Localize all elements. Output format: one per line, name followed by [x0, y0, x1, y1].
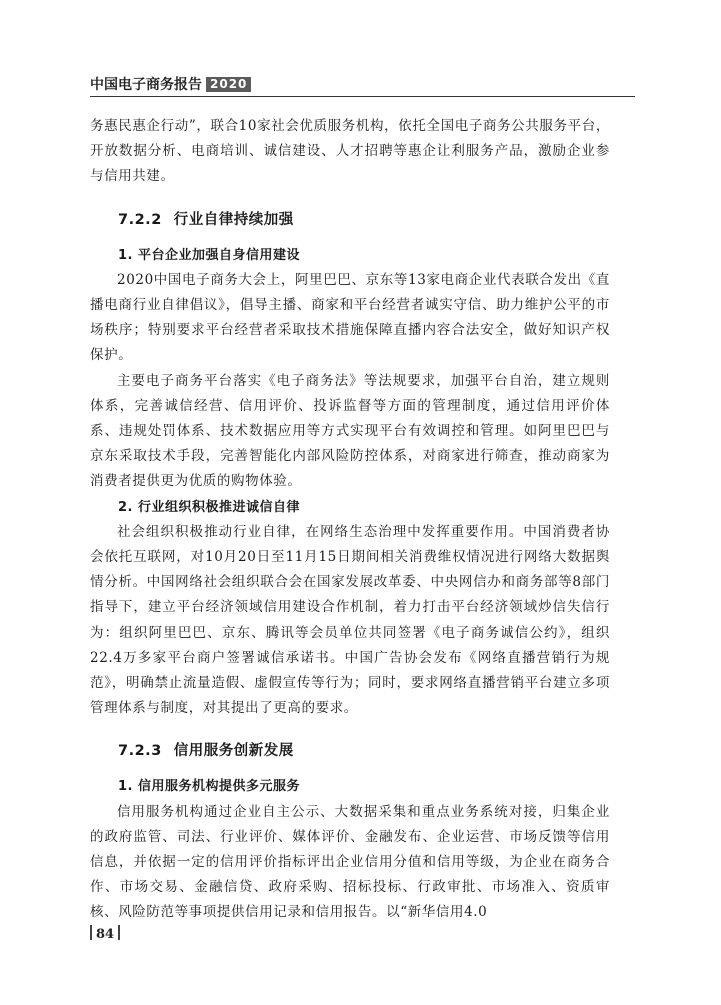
section-heading-7-2-2 — [90, 208, 610, 233]
section-number: 7.2.3 — [118, 743, 162, 760]
paragraph: 信用服务机构通过企业自主公示、大数据采集和重点业务系统对接，归集企业的政府监管、司法、行业评价、媒体评价、金融发布、企业运营、市场反馈等信用信息，并依据一定的信用评价指标评出企业信用分值和信用等级，为企业在商务合作、市场交易、金融信贷、政府采购、招标投标、行政审批、市场准入、资质审核、风险防范等事项提供信用记录和信用报告。以“新华信用4.0 — [90, 803, 610, 921]
paragraph: 社会组织积极推动行业自律，在网络生态治理中发挥重要作用。中国消费者协会依托互联网，对10月20日至11月15日期间相关消费维权情况进行网络大数据舆情分析。中国网络社会组织联合会在国家发展改革委、中央网信办和商务部等8部门指导下，建立平台经济领域信用建设合作机制，着力打击平台经济领域炒信失信行为：组织阿里巴巴、京东、腾讯等会员单位共同签署《电子商务诚信公约》，组织22.4万多家平台商户签署诚信承诺书。中国广告协会发布《网络直播营销行为规范》，明确禁止流量造假、虚假宣传等行为；同时，要求网络直播营销平台建立多项管理体系与制度，对其提出了更高的要求。 — [90, 523, 610, 717]
page-body — [90, 114, 610, 926]
report-year-badge: 2020 — [206, 77, 251, 92]
header-divider — [90, 96, 635, 97]
paragraph: 主要电子商务平台落实《电子商务法》等法规要求，加强平台自治，建立规则体系，完善诚信经营、信用评价、投诉监督等方面的管理制度，通过信用评价体系、违规处罚体系、技术数据应用等方式实现平台有效调控和管理。如阿里巴巴与京东采取技术手段，完善智能化内部风险防控体系，对商家进行筛查，推动商家为消费者提供更为优质的购物体验。 — [90, 372, 610, 490]
footer-bar-right — [118, 925, 120, 940]
subsection-heading: 2. 行业组织积极推进诚信自律 — [118, 499, 301, 515]
footer-bar-left — [90, 925, 92, 940]
subsection-heading: 1. 平台企业加强自身信用建设 — [118, 247, 301, 263]
section-heading-7-2-3 — [90, 739, 610, 764]
report-title — [90, 74, 251, 94]
section-title: 信用服务创新发展 — [173, 743, 294, 760]
section-title: 行业自律持续加强 — [173, 211, 294, 228]
section-number: 7.2.2 — [118, 211, 162, 228]
page-number: 84 — [96, 927, 115, 942]
running-header — [90, 74, 635, 96]
page-footer — [86, 925, 124, 942]
paragraph: 2020中国电子商务大会上，阿里巴巴、京东等13家电商企业代表联合发出《直播电商行业自律倡议》，倡导主播、商家和平台经营者诚实守信、助力维护公平的市场秩序；特别要求平台经营者采取技术措施保障直播内容合法安全，做好知识产权保护。 — [90, 271, 610, 364]
report-title-text: 中国电子商务报告 — [90, 77, 202, 93]
subsection-heading: 1. 信用服务机构提供多元服务 — [118, 779, 301, 795]
intro-paragraph: 务惠民惠企行动”，联合10家社会优质服务机构，依托全国电子商务公共服务平台，开放数据分析、电商培训、诚信建设、人才招聘等惠企让利服务产品，激励企业参与信用共建。 — [90, 118, 610, 185]
